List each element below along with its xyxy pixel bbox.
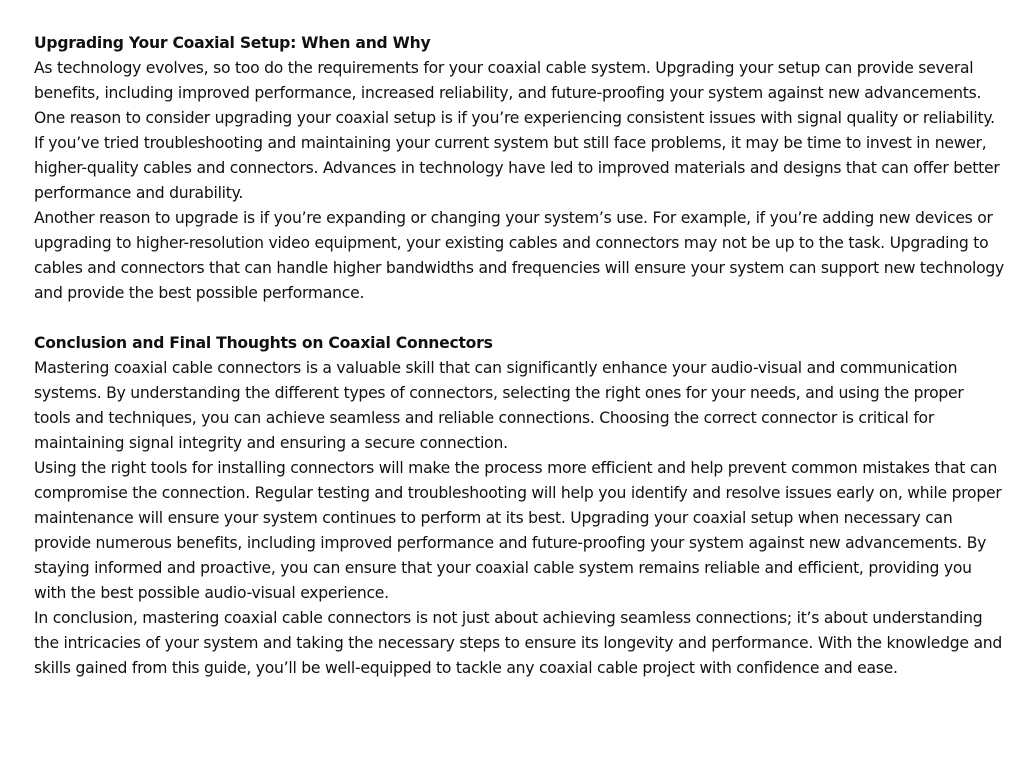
section-conclusion (34, 331, 1004, 681)
section-heading: Upgrading Your Coaxial Setup: When and Why (34, 34, 431, 52)
paragraph: One reason to consider upgrading your coaxial setup is if you’re experiencing consistent issues with signal quality or reliability. If you’ve tried troubleshooting and maintaining your current system but still face problems, it may be time to invest in newer, higher-quality cables and connectors. Advances in technology have led to improved materials and designs that can offer better performance and durability. (34, 109, 1000, 202)
paragraph: As technology evolves, so too do the requirements for your coaxial cable system. Upgrading your setup can provide several benefits, including improved performance, increased reliability, and future-proofing your system against new advancements. (34, 59, 982, 102)
paragraph: Mastering coaxial cable connectors is a valuable skill that can significantly enhance your audio-visual and communication systems. By understanding the different types of connectors, selecting the right ones for your needs, and using the proper tools and techniques, you can achieve seamless and reliable connections. Choosing the correct connector is critical for maintaining signal integrity and ensuring a secure connection. (34, 359, 964, 452)
paragraph: Using the right tools for installing connectors will make the process more efficient and help prevent common mistakes that can compromise the connection. Regular testing and troubleshooting will help you identify and resolve issues early on, while proper maintenance will ensure your system continues to perform at its best. Upgrading your coaxial setup when necessary can provide numerous benefits, including improved performance and future-proofing your system against new advancements. By staying informed and proactive, you can ensure that your coaxial cable system remains reliable and efficient, providing you with the best possible audio-visual experience. (34, 459, 1002, 602)
paragraph: In conclusion, mastering coaxial cable connectors is not just about achieving seamless connections; it’s about understanding the intricacies of your system and taking the necessary steps to ensure its longevity and performance. With the knowledge and skills gained from this guide, you’ll be well-equipped to tackle any coaxial cable project with confidence and ease. (34, 609, 1003, 677)
paragraph: Another reason to upgrade is if you’re expanding or changing your system’s use. For example, if you’re adding new devices or upgrading to higher-resolution video equipment, your existing cables and connectors may not be up to the task. Upgrading to cables and connectors that can handle higher bandwidths and frequencies will ensure your system can support new technology and provide the best possible performance. (34, 209, 1004, 302)
section-heading: Conclusion and Final Thoughts on Coaxial Connectors (34, 334, 493, 352)
section-upgrading (34, 31, 1004, 306)
